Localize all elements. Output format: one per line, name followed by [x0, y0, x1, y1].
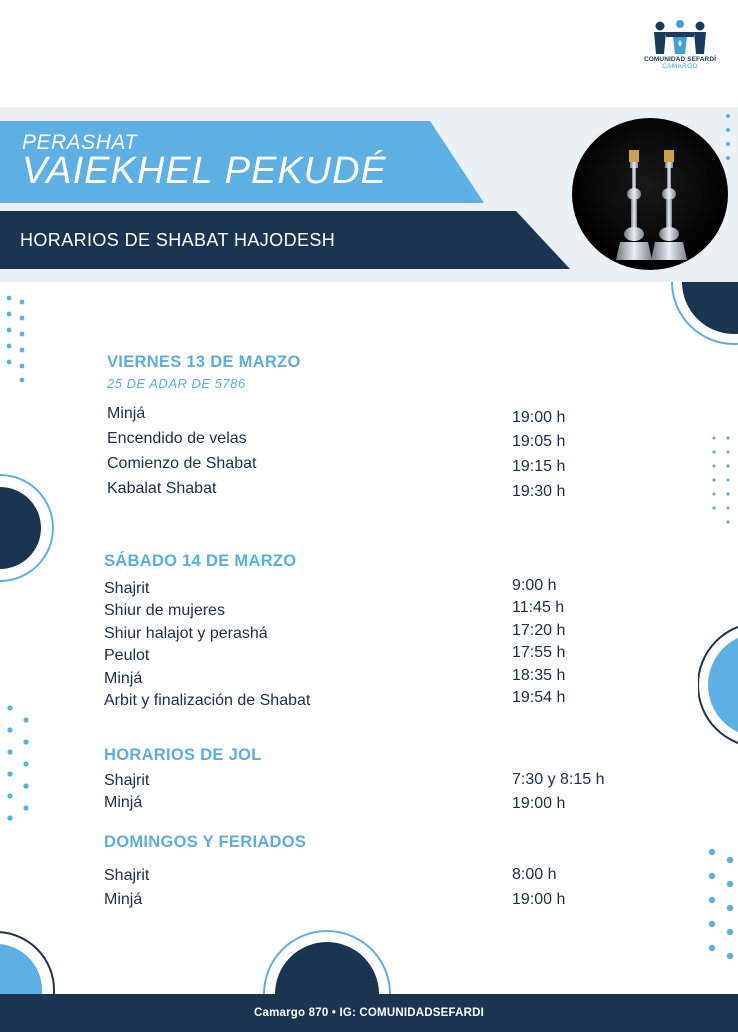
schedule-item-time: 19:05 h — [512, 433, 566, 450]
dots-decoration-right — [708, 430, 738, 526]
schedule-item-time: 18:35 h — [512, 667, 566, 684]
dots-decoration-right-bottom — [700, 842, 738, 972]
schedule-item-label: Minjá — [104, 794, 143, 811]
circle-decoration-bottom-center — [262, 920, 392, 994]
schedule-item-time: 17:20 h — [512, 622, 566, 639]
dots-decoration-left-bottom — [0, 700, 36, 830]
logo-name: COMUNIDAD SEFARDÍ — [643, 56, 717, 63]
schedule-item-time: 19:00 h — [512, 409, 566, 426]
domingos-title: DOMINGOS Y FERIADOS — [104, 833, 307, 851]
schedule-item-time: 19:30 h — [512, 483, 566, 500]
schedule-item-time: 9:00 h — [512, 577, 557, 594]
viernes-title: VIERNES 13 DE MARZO — [107, 353, 301, 371]
perasha-label: PERASHAT — [22, 131, 138, 154]
jol-title: HORARIOS DE JOL — [104, 746, 262, 764]
candlesticks-icon — [572, 118, 728, 270]
viernes-hebrew-date: 25 DE ADAR DE 5786 — [107, 376, 246, 391]
schedule-item-label: Shiur de mujeres — [104, 602, 225, 619]
schedule-item-time: 19:00 h — [512, 795, 566, 812]
schedule-item-label: Encendido de velas — [107, 430, 247, 447]
circle-decoration-right — [698, 620, 738, 750]
perasha-title: VAIEKHEL PEKUDÉ — [22, 150, 387, 192]
footer-address: Camargo 870 • IG: COMUNIDADSEFARDI — [254, 1007, 484, 1019]
schedule-item-time: 17:55 h — [512, 644, 566, 661]
dots-decoration-left — [0, 292, 30, 392]
schedule-item-label: Minjá — [107, 405, 146, 422]
schedule-item-time: 7:30 y 8:15 h — [512, 771, 605, 788]
candlesticks-photo — [572, 118, 728, 270]
schedule-item-label: Kabalat Shabat — [107, 480, 217, 497]
community-logo — [640, 20, 720, 82]
schedule-item-label: Comienzo de Shabat — [107, 455, 257, 472]
schedule-item-label: Arbit y finalización de Shabat — [104, 692, 311, 709]
people-icon — [652, 20, 708, 54]
page-subtitle: HORARIOS DE SHABAT HAJODESH — [20, 230, 336, 250]
schedule-item-label: Peulot — [104, 647, 150, 664]
circle-decoration-top-right — [668, 282, 738, 348]
schedule-item-label: Shajrit — [104, 867, 150, 884]
schedule-item-time: 11:45 h — [512, 599, 565, 616]
schedule-item-label: Shajrit — [104, 772, 150, 789]
schedule-item-time: 19:15 h — [512, 458, 566, 475]
dots-decoration-top-right — [720, 110, 738, 170]
schedule-item-time: 19:54 h — [512, 689, 566, 706]
schedule-item-label: Shajrit — [104, 580, 150, 597]
logo-subtitle: CAMARGO — [662, 63, 698, 70]
sabado-title: SÁBADO 14 DE MARZO — [104, 552, 297, 570]
circle-decoration-left — [0, 462, 56, 594]
schedule-item-label: Shiur halajot y perashá — [104, 625, 268, 642]
schedule-item-label: Minjá — [104, 670, 143, 687]
circle-decoration-bottom-left — [0, 910, 56, 994]
schedule-item-time: 8:00 h — [512, 866, 557, 883]
schedule-item-label: Minjá — [104, 891, 143, 908]
schedule-item-time: 19:00 h — [512, 891, 566, 908]
